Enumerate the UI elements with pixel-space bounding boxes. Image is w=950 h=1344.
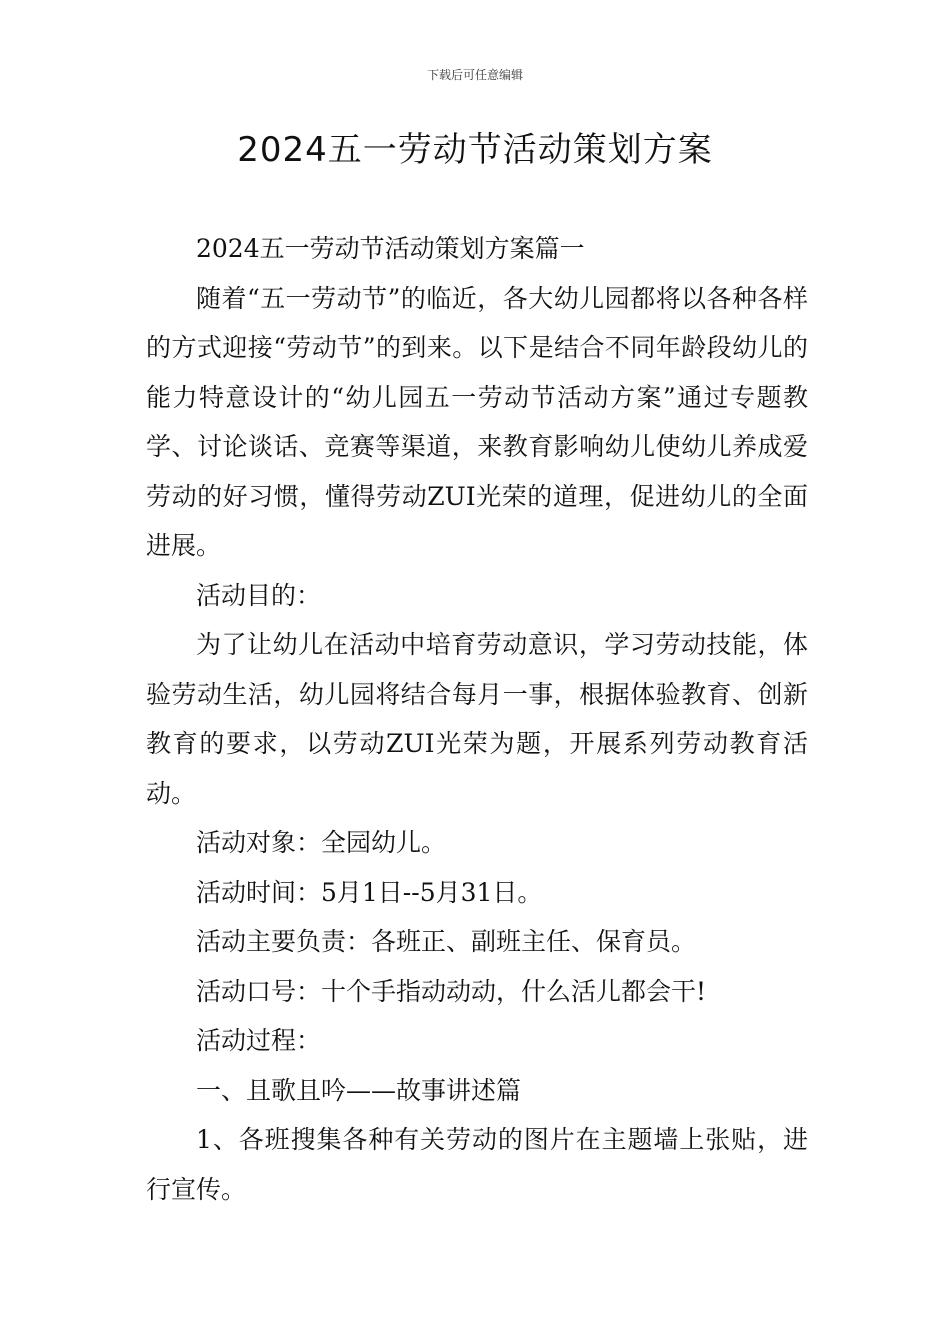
document-body <box>146 224 808 1214</box>
paragraph-time: 活动时间：5月1日--5月31日。 <box>196 877 543 907</box>
paragraph-intro: 随着“五一劳动节”的临近，各大幼儿园都将以各种各样的方式迎接“劳动节”的到来。以下是结合不同年龄段幼儿的能力特意设计的“幼儿园五一劳动节活动方案”通过专题教学、讨论谈话、竞赛等渠道，来教育影响幼儿使幼儿养成爱劳动的好习惯，懂得劳动ZUI光荣的道理，促进幼儿的全面进展。 <box>146 283 808 560</box>
paragraph-section-heading: 2024五一劳动节活动策划方案篇一 <box>196 234 585 263</box>
paragraph-purpose: 为了让幼儿在活动中培育劳动意识，学习劳动技能，体验劳动生活，幼儿园将结合每月一事，根据体验教育、创新教育的要求，以劳动ZUI光荣为题，开展系列劳动教育活动。 <box>146 630 808 808</box>
paragraph-part-one-heading: 一、且歌且吟——故事讲述篇 <box>196 1075 522 1105</box>
paragraph-purpose-label: 活动目的： <box>196 580 322 610</box>
paragraph-responsible: 活动主要负责：各班正、副班主任、保育员。 <box>196 927 697 956</box>
paragraph-process-label: 活动过程： <box>196 1026 322 1055</box>
paragraph-slogan: 活动口号：十个手指动动动，什么活儿都会干! <box>196 976 707 1006</box>
paragraph-item-one: 1、各班搜集各种有关劳动的图片在主题墙上张贴，进行宣传。 <box>146 1125 808 1204</box>
document-title: 2024五一劳动节活动策划方案 <box>237 130 713 170</box>
header-note: 下载后可任意编辑 <box>426 68 523 82</box>
paragraph-target: 活动对象：全园幼儿。 <box>196 828 447 857</box>
